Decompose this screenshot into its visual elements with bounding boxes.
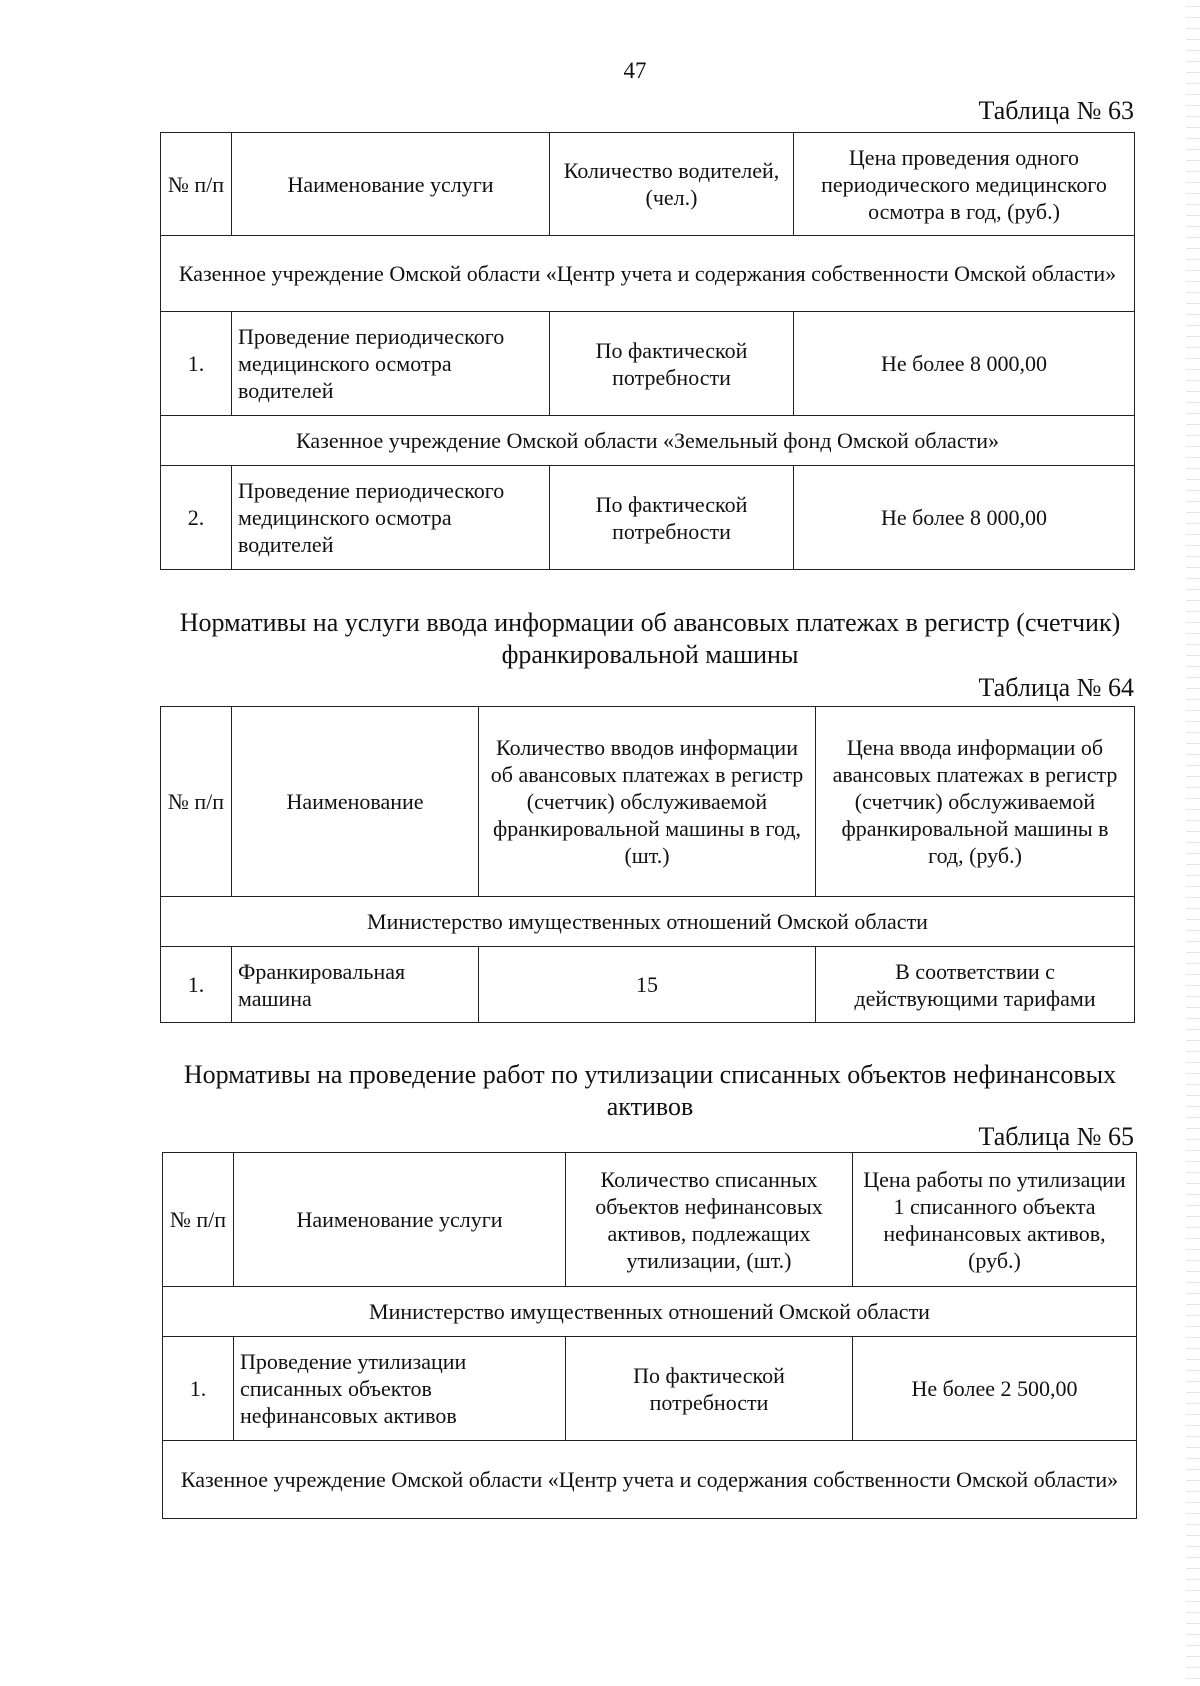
scan-edge-artifact (1186, 0, 1200, 1686)
header-price: Цена ввода информации об авансовых платежах в регистр (счетчик) обслуживаемой франкировальной машины в год, (руб.) (816, 707, 1135, 897)
table-row (161, 947, 1135, 1023)
table-row (161, 466, 1135, 570)
table-63-caption: Таблица № 63 (978, 96, 1134, 125)
header-service-name: Наименование услуги (234, 1153, 566, 1287)
section-row (161, 236, 1135, 312)
section-row (163, 1287, 1137, 1337)
cell-number: 1. (163, 1337, 234, 1441)
section-title: Казенное учреждение Омской области «Центр учета и содержания собственности Омской области» (163, 1441, 1137, 1519)
heading-table-64: Нормативы на услуги ввода информации об авансовых платежах в регистр (счетчик) франкировальной машины (179, 608, 1121, 669)
section-row (161, 416, 1135, 466)
section-title: Министерство имущественных отношений Омской области (163, 1287, 1137, 1337)
section-title: Министерство имущественных отношений Омской области (161, 897, 1135, 947)
cell-quantity: По фактической потребности (550, 312, 794, 416)
cell-service-name: Проведение периодического медицинского осмотра водителей (232, 466, 550, 570)
table-header-row (161, 707, 1135, 897)
cell-quantity: 15 (479, 947, 816, 1023)
table-65-caption: Таблица № 65 (978, 1122, 1134, 1151)
cell-quantity: По фактической потребности (566, 1337, 853, 1441)
cell-price: В соответствии с действующими тарифами (816, 947, 1135, 1023)
cell-number: 1. (161, 947, 232, 1023)
header-objects-count: Количество списанных объектов нефинансовых активов, подлежащих утилизации, (шт.) (566, 1153, 853, 1287)
section-title: Казенное учреждение Омской области «Земельный фонд Омской области» (161, 416, 1135, 466)
section-row (161, 897, 1135, 947)
table-row (161, 312, 1135, 416)
table-64-caption: Таблица № 64 (978, 673, 1134, 702)
header-name: Наименование (232, 707, 479, 897)
cell-name: Франкировальная машина (232, 947, 479, 1023)
cell-service-name: Проведение периодического медицинского осмотра водителей (232, 312, 550, 416)
cell-number: 2. (161, 466, 232, 570)
header-price: Цена работы по утилизации 1 списанного объекта нефинансовых активов, (руб.) (853, 1153, 1137, 1287)
heading-table-65: Нормативы на проведение работ по утилизации списанных объектов нефинансовых активов (183, 1060, 1117, 1121)
cell-quantity: По фактической потребности (550, 466, 794, 570)
header-price: Цена проведения одного периодического медицинского осмотра в год, (руб.) (794, 133, 1135, 236)
cell-service-name: Проведение утилизации списанных объектов нефинансовых активов (234, 1337, 566, 1441)
cell-price: Не более 2 500,00 (853, 1337, 1137, 1441)
table-63 (160, 132, 1135, 570)
table-65 (162, 1152, 1137, 1519)
table-header-row (163, 1153, 1137, 1287)
header-number: № п/п (161, 707, 232, 897)
header-drivers-count: Количество водителей, (чел.) (550, 133, 794, 236)
cell-price: Не более 8 000,00 (794, 312, 1135, 416)
section-title: Казенное учреждение Омской области «Центр учета и содержания собственности Омской области» (161, 236, 1135, 312)
header-entries-count: Количество вводов информации об авансовых платежах в регистр (счетчик) обслуживаемой франкировальной машины в год, (шт.) (479, 707, 816, 897)
header-number: № п/п (161, 133, 232, 236)
header-service-name: Наименование услуги (232, 133, 550, 236)
table-row (163, 1337, 1137, 1441)
table-64 (160, 706, 1135, 1023)
section-row (163, 1441, 1137, 1519)
cell-price: Не более 8 000,00 (794, 466, 1135, 570)
page-number: 47 (623, 58, 647, 83)
header-number: № п/п (163, 1153, 234, 1287)
cell-number: 1. (161, 312, 232, 416)
table-header-row (161, 133, 1135, 236)
